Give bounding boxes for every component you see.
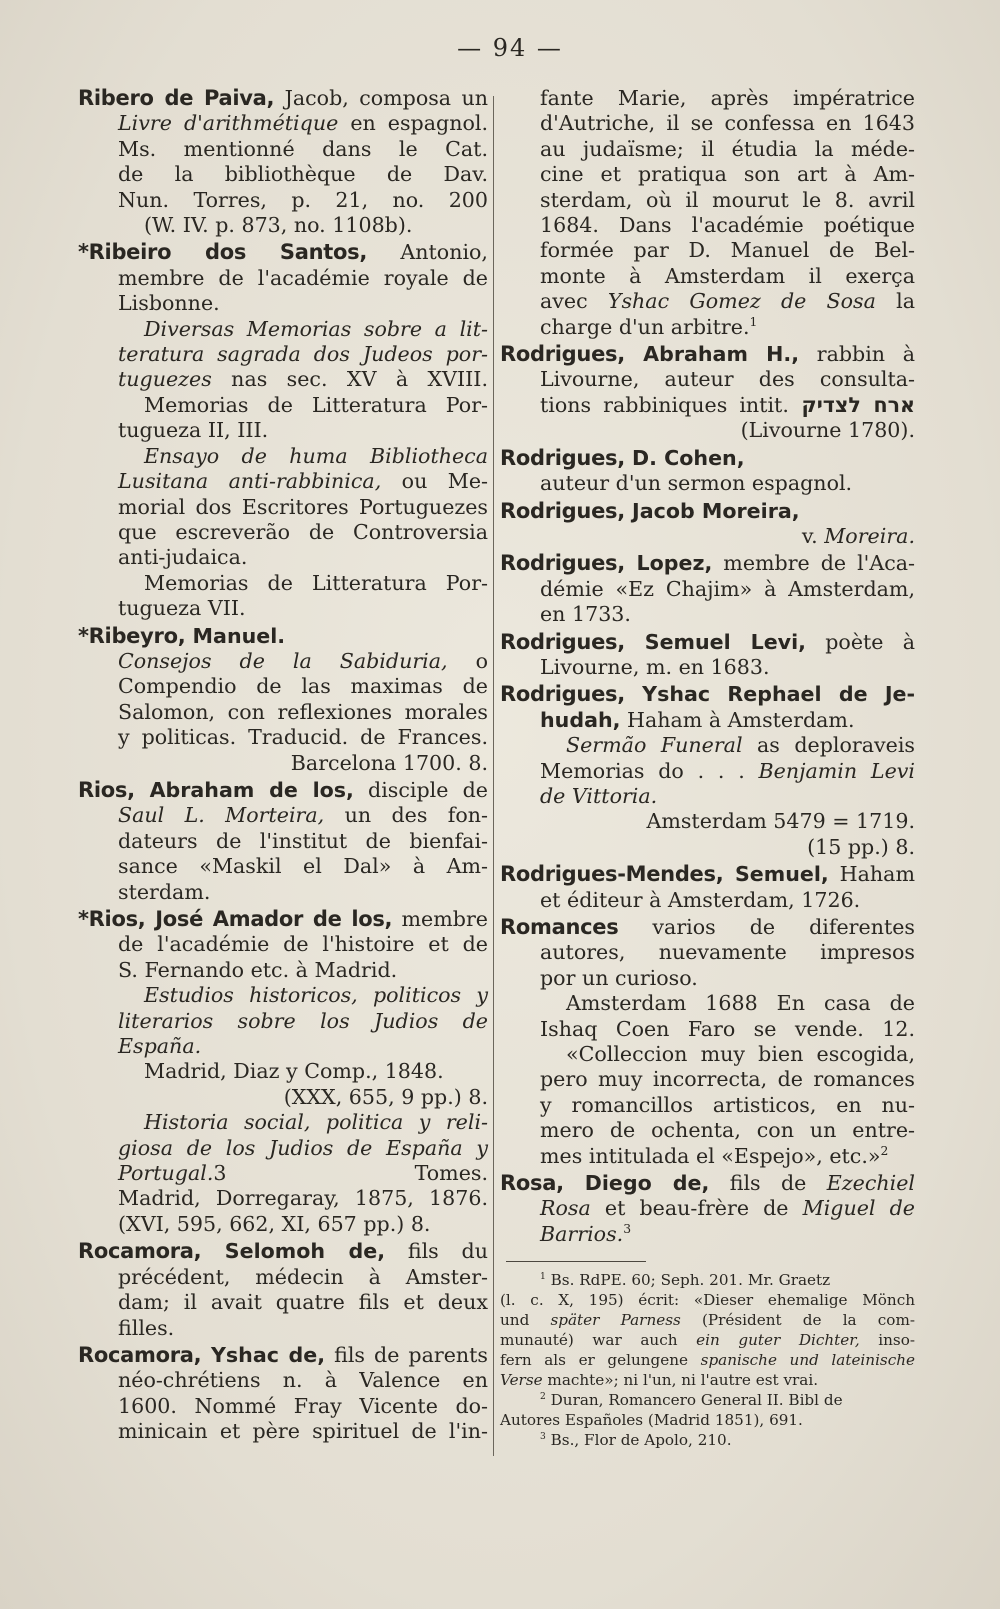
footnote-3: $^3$ Bs., Flor de Apolo, 210. [540,1431,732,1450]
entry-rios-abraham: Rios, Abraham de los, disciple de Saul L. Morteira, un des fon- dateurs de l'institut de bienfai- sance «Maskil el Dal» à Am- sterdam. [78,777,488,904]
right-column [500,86,915,1450]
left-column [78,86,488,1447]
entry-rodrigues-semuel: Rodrigues, Semuel Levi, poète à Livourne, m. en 1683. [500,629,915,679]
entry-head: Rodrigues, [500,342,625,367]
entry-head: Rios, [78,777,135,802]
entry-rodrigues-jacob: Rodrigues, Jacob Moreira, v. Moreira. [500,498,915,548]
footnote-ref: 2 [880,1143,889,1158]
entry-rosa: Rosa, Diego de, fils de Ezechiel Rosa et beau-frère de Miguel de Barrios.$^3$ [500,1171,915,1246]
entry-head: Romances [500,915,619,939]
entry-rodrigues-cohen: Rodrigues, D. Cohen, auteur d'un sermon espagnol. [500,445,853,496]
page-number: — 94 — [457,34,563,62]
entry-romances: Romances varios de diferentes autores, nuevamente impresos por un curioso. Amsterdam 1688 En casa de Ishaq Coen Faro se vende. 12. «Colleccion muy bien escogida, pero muy incorrecta, de romances y romancillos artisticos, en nu- mero de ochenta, con un entre- mes intitulada el «Espejo», etc.»$^2$ [500,915,915,1168]
entry-rocamora-selomoh: Rocamora, Selomoh de, fils du précédent, médecin à Amster- dam; il avait quatre fils et deux filles. [78,1239,488,1340]
entry-rios-jose: *Rios, José Amador de los, membre de l'académie de l'histoire et de S. Fernando etc. à Madrid. Estudios historicos, politicos y literarios sobre los Judios de España. Madrid, Diaz y Comp., 1848. (XXX, 655, 9 pp.) 8. Historia social, politica y reli- giosa de los Judios de España y Portugal.3 Tomes. Madrid, Dorregaray, 1875, 1876. (XVI, 595, 662, XI, 657 pp.) 8. [78,907,488,1236]
entry-head: Rocamora, [78,1239,202,1264]
entry-head: Rodrigues, [500,629,625,654]
footnote-ref: 3 [623,1222,632,1237]
entry-head: Rodrigues, [500,551,625,576]
entry-continuation: fante Marie, après impératrice d'Autriche, il se confessa en 1643 au judaïsme; il étudia la méde- cine et pratiqua son art à Am- sterdam, où il mourut le 8. avril 1684. Dans l'académie poétique formée par D. Manuel de Bel- monte à Amsterdam il exerça avec Yshac Gomez de Sosa la charge d'un arbitre.$^1$ [540,86,915,339]
column-divider [493,96,494,1456]
footnote-2: $^2$ Duran, Romancero General II. Bibl de [540,1391,843,1410]
entry-rocamora-yshac: Rocamora, Yshac de, fils de parents néo-chrétiens n. à Valence en 1600. Nommé Fray Vicente do- minicain et père spirituel de l'in- [78,1342,488,1444]
footnote-1: $^1$ Bs. RdPE. 60; Seph. 201. Mr. Graetz [540,1271,831,1290]
entry-head: Rodrigues-Mendes, [500,862,724,887]
footnote-rule [506,1261,646,1262]
footnotes: $^1$ Bs. RdPE. 60; Seph. 201. Mr. Graetz (l. c. X, 195) écrit: «Dieser ehemalige Mönch und später Parness (Président de la com- munauté) war auch ein guter Dichter, inso- fern als er gelungene spanische und lateinische Verse machte»; ni l'un, ni l'autre est vrai. $^2$ Duran, Romancero General II. Bibl de Autores Españoles (Madrid 1851), 691. $^3$ Bs., Flor de Apolo, 210. [500,1271,915,1450]
entry-head: Rodrigues, [500,445,625,470]
entry-head: *Ribeiro dos Santos, [78,240,368,265]
entry-head: Rodrigues, [500,682,625,707]
entry-head: Rodrigues, [500,498,625,523]
entry-head: *Rios, José Amador de los, [78,907,393,931]
hebrew-title: ארח לצדיק [788,392,916,417]
entry-rodrigues-yshac: Rodrigues, Yshac Rephael de Je- hudah, Haham à Amsterdam. Sermão Funeral as deploraveis Memorias do . . . Benjamin Levi de Vittoria. Amsterdam 5479 = 1719. (15 pp.) 8. [500,682,915,859]
entry-rodrigues-mendes: Rodrigues-Mendes, Semuel, Haham et éditeur à Amsterdam, 1726. [500,862,915,912]
entry-head: Rosa, [500,1171,564,1196]
entry-rodrigues-lopez: Rodrigues, Lopez, membre de l'Aca- démie «Ez Chajim» à Amsterdam, en 1733. [500,551,915,627]
entry-head: Ribero de Paiva, [78,86,275,110]
entry-ribeiro-dos-santos: *Ribeiro dos Santos, Antonio, membre de l'académie royale de Lisbonne. Diversas Memorias sobre a lit- teratura sagrada dos Judeos por- tuguezes nas sec. XV à XVIII. Memorias de Litteratura Por- tugueza II, III. Ensayo de huma Bibliotheca Lusitana anti-rabbinica, ou Me- morial dos Escritores Portuguezes que escreverão de Controversia anti-judaica. Memorias de Litteratura Por- tugueza VII. [78,240,488,621]
entry-ribeyro: *Ribeyro, Manuel. Consejos de la Sabiduria, o Compendio de las maximas de Salomon, con reflexiones morales y politicas. Traducid. de Frances. Barcelona 1700. 8. [78,623,488,775]
entry-head: Rocamora, [78,1342,202,1367]
footnote-ref: 1 [749,314,758,329]
entry-head: *Ribeyro, [78,623,186,648]
entry-rodrigues-abraham: Rodrigues, Abraham H., rabbin à Livourne, auteur des consulta- tions rabbiniques intit. ארח לצדיק (Livourne 1780). [500,342,916,443]
entry-ribero-de-paiva: Ribero de Paiva, Jacob, composa un Livre d'arithmétique en espagnol. Ms. mentionné dans le Cat. de la bibliothèque de Dav. Nun. Torres, p. 21, no. 200 (W. IV. p. 873, no. 1108b). [78,86,488,238]
